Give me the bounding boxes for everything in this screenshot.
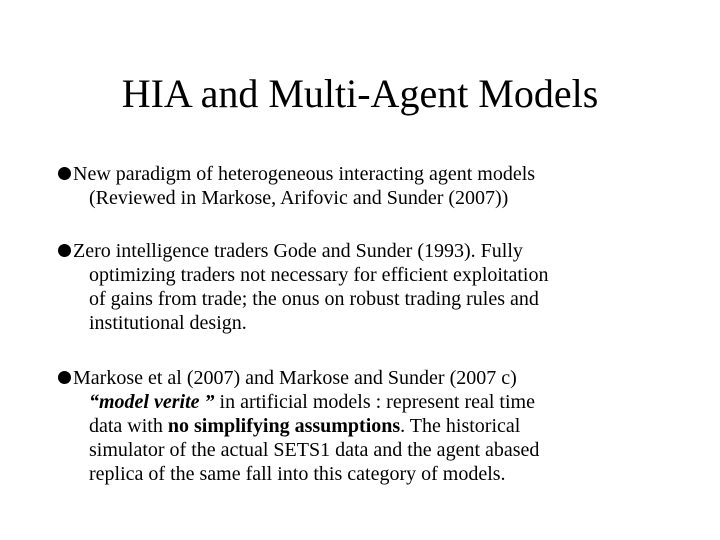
bullet-text: in artificial models : represent real time bbox=[214, 391, 535, 413]
bullet-item-3 bbox=[58, 366, 658, 486]
bullet-text: simulator of the actual SETS1 data and the agent abased bbox=[89, 439, 540, 461]
bullet-dot-icon bbox=[58, 244, 71, 257]
bullet-line bbox=[58, 239, 658, 263]
bullet-text: institutional design. bbox=[89, 312, 247, 334]
bullet-text: replica of the same fall into this category of models. bbox=[89, 463, 506, 485]
bullet-text: data with bbox=[89, 415, 168, 437]
slide-title: HIA and Multi-Agent Models bbox=[121, 71, 599, 116]
bullet-line bbox=[58, 390, 658, 414]
bullet-line bbox=[58, 366, 658, 390]
bullet-item-2 bbox=[58, 239, 658, 335]
bullet-item-1 bbox=[58, 162, 658, 210]
no-simplifying-assumptions-emphasis: no simplifying assumptions bbox=[167, 415, 401, 437]
bullet-text: New paradigm of heterogeneous interacting agent models bbox=[73, 163, 536, 185]
bullet-text: Markose et al (2007) and Markose and Sunder (2007 c) bbox=[73, 367, 517, 389]
bullet-line bbox=[58, 162, 658, 186]
bullet-text: (Reviewed in Markose, Arifovic and Sunder (2007)) bbox=[89, 187, 509, 209]
model-verite-emphasis: “model verite ” bbox=[89, 391, 215, 413]
bullet-text: of gains from trade; the onus on robust trading rules and bbox=[89, 288, 539, 310]
bullet-text: optimizing traders not necessary for efficient exploitation bbox=[89, 264, 549, 286]
bullet-dot-icon bbox=[58, 167, 71, 180]
bullet-text: Zero intelligence traders Gode and Sunder (1993). Fully bbox=[73, 240, 523, 262]
bullet-line bbox=[58, 414, 658, 438]
bullet-text: . The historical bbox=[400, 415, 521, 437]
bullet-dot-icon bbox=[58, 371, 71, 384]
